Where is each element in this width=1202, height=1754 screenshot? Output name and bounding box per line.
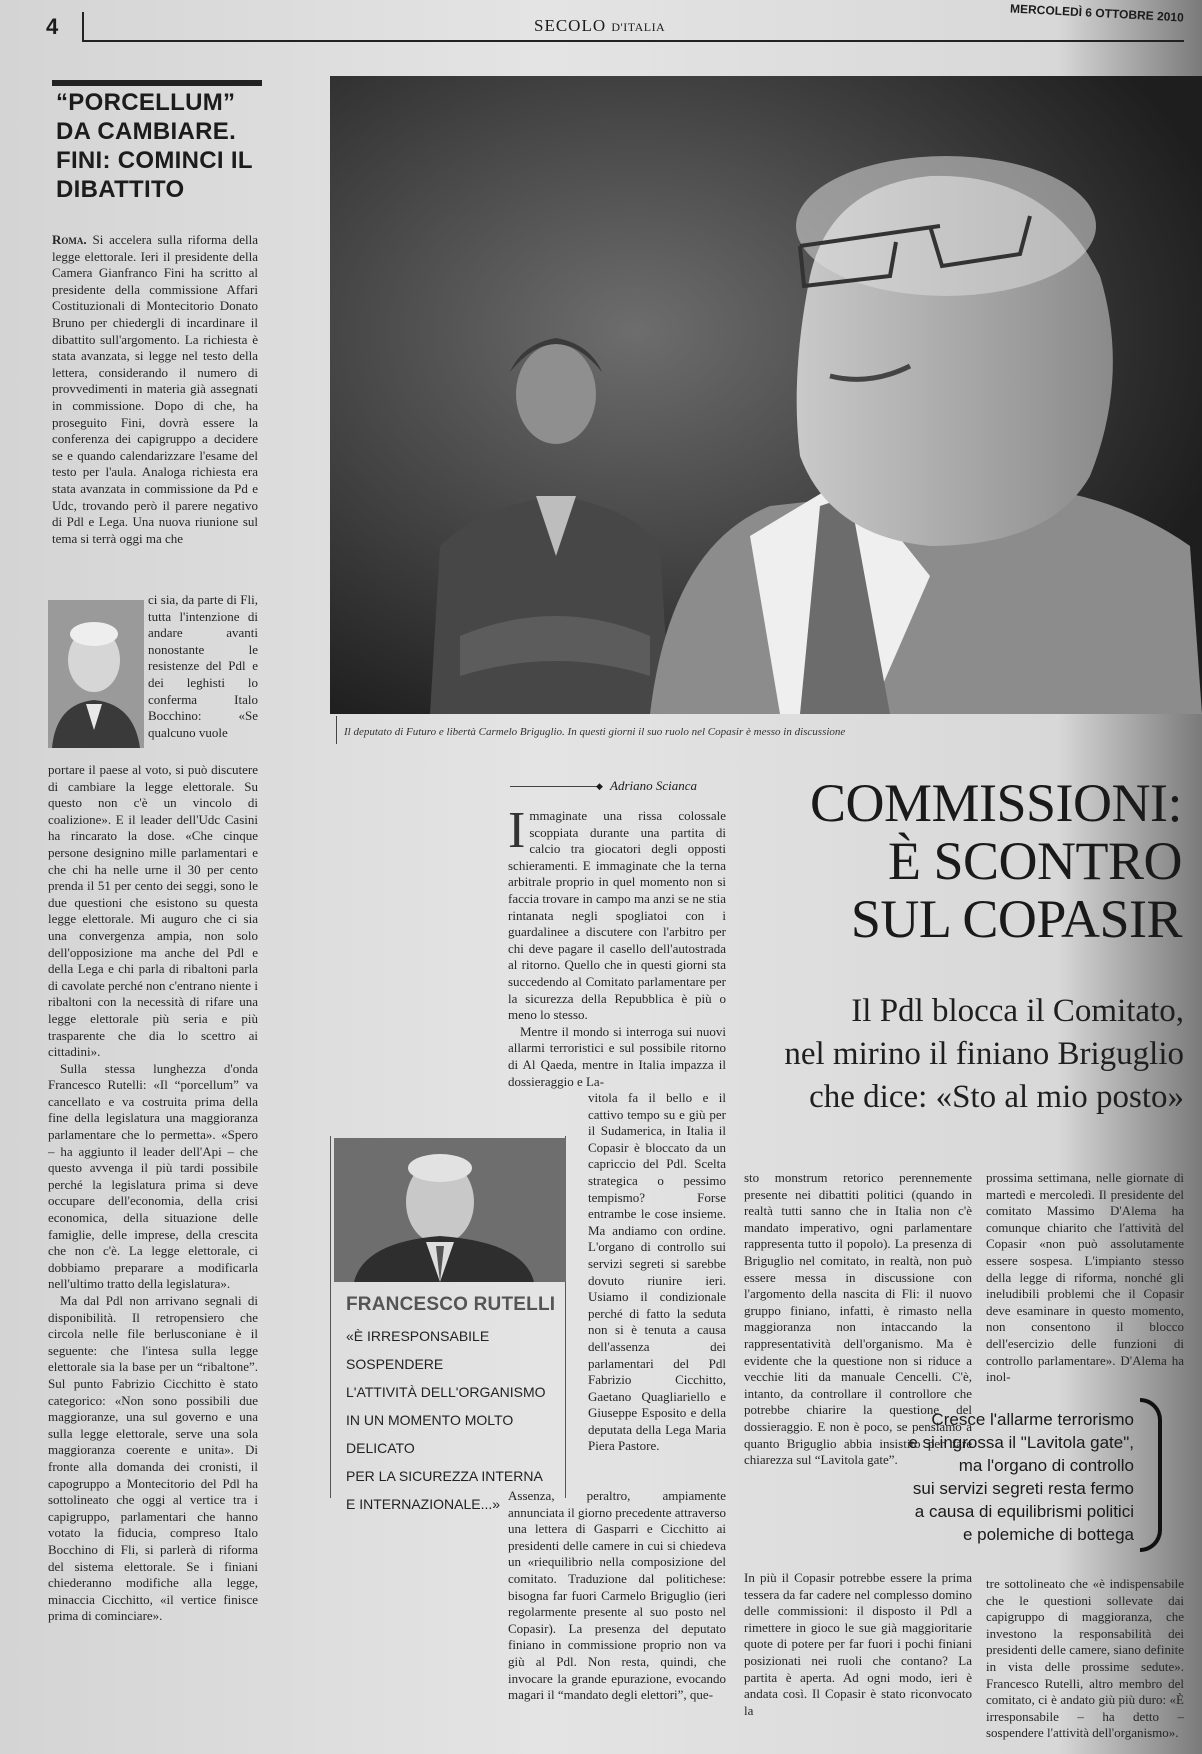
masthead — [534, 16, 665, 36]
rutelli-quote-line-2: L'ATTIVITÀ DELL'ORGANISMO — [346, 1384, 546, 1400]
main-article-paragraph-4: Assenza, peraltro, ampiamente annunciata il giorno precedente attraverso una lettera di Gasparri e Cicchitto ai presidenti delle camere in cui si chiedeva un «riequilibrio nella composizione del comitato. Traduzione dal politichese: bisogna far fuori Carmelo Briguglio (ieri regolarmente presente al suo posto nel Copasir). La presenza del deputato finiano in commissione proprio non va giù al Pdl. Non resta, quindi, che invocare la grande epurazione, evocando magari il “mandato degli elettori”, que- — [508, 1488, 727, 1703]
subhead-line-2: nel mirino il finiano Briguglio — [784, 1036, 1184, 1072]
pullquote-line-2: e si ingrossa il "Lavitola gate", — [908, 1433, 1134, 1452]
pullquote-bracket — [1140, 1398, 1162, 1552]
rutelli-photo — [334, 1138, 566, 1282]
rutelli-quote-line-4: PER LA SICUREZZA INTERNA — [346, 1468, 543, 1484]
main-photo-briguglio — [330, 76, 1202, 714]
pullquote — [880, 1408, 1134, 1546]
left-article-paragraph-3: portare il paese al voto, si può discutere di cambiare la legge elettorale. Su questo non c'è un vincolo di coalizione». E il leader dell'Udc Casini ha rincarato la dose. «Che cinque persone designino mille parlamentari e che chi ha nelle urne il 30 per cento prenda il 51 per cento dei seggi, sono le due questioni che esistono su questa legge elettorale. Mi auguro che ci sia una convergenza ampia, non solo dell'opposizione ma anche del Pdl e della Lega e chi parla di ribaltoni parla di cavolate perché non c'entrano niente i ribaltoni con la necessità di rifare una legge elettorale più seria e più trasparente che dia lo scettro ai cittadini». — [48, 762, 258, 1060]
left-article-text-1: Si accelera sulla riforma della legge elettorale. Ieri il presidente della Camera Gianfranco Fini ha scritto al presidente della commissione Affari Costituzionali di Montecitorio Donato Bruno per chiedergli di incardinare il dibattito sull'argomento. La richiesta è stata avanzata, si legge nel testo della lettera, considerando il numero di provvedimenti in materia già assegnati in commissione. Dopo di che, ha proseguito Fini, dovrà essere la conferenza dei capigruppo a decidere se e quando calendarizzare l'esame del testo per l'aula. Analoga richiesta era stata avanzata in commissione da Pd e Udc, trovando però il parere negativo di Pdl e Lega. Una nuova riunione sul tema si terrà oggi ma che — [52, 232, 259, 546]
pullquote-line-3: ma l'organo di controllo — [958, 1456, 1134, 1475]
headline-line-1: COMMISSIONI: — [809, 773, 1182, 833]
left-article-paragraph-2: ci sia, da parte di Fli, tutta l'intenzione di andare avanti nonostante le resistenze del Pdl e dei leghisti lo conferma Italo Bocchino: «Se qualcuno vuole — [148, 592, 258, 740]
subhead-line-1: Il Pdl blocca il Comitato, — [851, 993, 1184, 1029]
masthead-subtitle: D'ITALIA — [611, 20, 666, 34]
left-article-paragraph-4: Sulla stessa lunghezza d'onda Francesco Rutelli: «Il “porcellum” va cancellato e va costruita prima della fine della legislatura una maggioranza parlamentare che lo permetta». «Spero – ha aggiunto il leader dell'Api – che questo avvenga il più tardi possibile perché la legislatura prima si deve occupare dell'economia, della crisi economica, della situazione delle famiglie, delle imprese, della crescita che non c'è. La legge elettorale, ci dobbiamo preparare a modificarla nell'ultimo tratto della legislatura». — [48, 1060, 258, 1292]
left-article-paragraph-1 — [52, 232, 258, 547]
page-number: 4 — [46, 14, 59, 39]
main-article-intro — [508, 802, 726, 1090]
rutelli-quote — [346, 1322, 566, 1518]
headline-line-2: È SCONTRO — [887, 831, 1182, 891]
headline — [720, 774, 1182, 948]
main-article-paragraph-1 — [508, 802, 726, 1024]
fini-photo — [48, 600, 144, 748]
pullquote-line-6: e polemiche di bottega — [962, 1525, 1134, 1544]
main-article-text-1: mmaginate una rissa colossale scoppiata durante una partita di calcio tra giocatori degli opposti schieramenti. E immaginate che la terna arbitrale proprio in quel momento non si faccia trovare in campo ma anzi se ne stia rintanata negli spogliatoi con i guardalinee a discutere con l'arbitro per chi deve pagare il casello dell'autostrada al ritorno. Quello che in questi giorni sta succedendo al Comitato parlamentare per la sicurezza della Repubblica è più o meno lo stesso. — [508, 808, 726, 1023]
main-article-paragraph-7: prossima settimana, nelle giornate di martedì e mercoledì. Il presidente del comitato Massimo D'Alema ha comunque chiarito che l'attività del Copasir «non può assolutamente essere sospesa. L'impianto stesso della legge di riforma, nonché gli ineludibili problemi che il Copasir deve esaminare in questo momento, non consentono il blocco dell'esercizio delle funzioni di controllo parlamentare». D'Alema ha inol- — [986, 1170, 1184, 1385]
main-article-paragraph-2: Mentre il mondo si interroga sui nuovi allarmi terroristici e sul possibile ritorno di Al Qaeda, mentre in Italia impazza il dossieraggio e La- — [508, 1023, 726, 1089]
main-article-paragraph-8: tre sottolineato che «è indispensabile che le questioni sollevate dai capigruppo di maggioranza, che investono la responsabilità dei presidenti delle camere, siano definite in vista delle prossime sedute». Francesco Rutelli, altro membro del comitato, ci è andato giù più duro: «È irresponsabile – ha detto – sospendere l'attività dell'organismo». — [986, 1576, 1184, 1741]
left-title-rule — [52, 80, 262, 86]
main-article-paragraph-6: In più il Copasir potrebbe essere la prima tessera da far cadere nel complesso domino delle commissioni: il disposto il Pdl a rimettere in gioco le sue già maggioritarie quote di potere per far fuori i pochi finiani posizionati nei ruoli che contano? La partita è aperta. Ad ogni modo, ieri è andata così. Il Copasir è stato riconvocato la — [744, 1570, 972, 1718]
main-article-paragraph-3: vitola fa il bello e il cattivo tempo su e giù per il Sudamerica, in Italia il Copasir è bloccato da un capriccio del Pdl. Scelta strategica o pessimo tempismo? Forse entrambe le cose insieme. Ma andiamo con ordine. L'organo di controllo sui servizi segreti si sarebbe dovuto riunire ieri. Usiamo il condizionale perché di fatto la seduta non si è tenuta a causa dell'assenza dei parlamentari del Pdl Fabrizio Cicchitto, Gaetano Quagliariello e Giuseppe Esposito e della deputata della Lega Maria Piera Pastore. — [588, 1090, 726, 1454]
rutelli-quote-line-3: IN UN MOMENTO MOLTO DELICATO — [346, 1412, 514, 1456]
main-article-paragraph-5: sto monstrum retorico perennemente presente nei dibattiti politici (quando in realtà tutti sanno che in Italia non c'è mandato imperativo, ogni parlamentare rappresenta tutto il popolo). La presenza di Briguglio nel comitato, in realtà, non può essere messa in discussione con l'argomento della nascita di Fli: il nuovo gruppo finiano, infatti, è rimasto nella maggioranza non intaccando la rappresentatività dell'organismo. Ma è evidente che la questione non si riduce a vecchie liti da manuale Cencelli. C'è, intanto, da controllare il controllore che potrebbe chiarire la questione del dossieraggio. E non è poco, se pensiamo a quanto Briguglio abbia insistito per fare chiarezza sul “Lavitola gate”. — [744, 1170, 972, 1468]
rutelli-quote-line-1: «È IRRESPONSABILE SOSPENDERE — [346, 1328, 490, 1372]
pullquote-line-1: Cresce l'allarme terrorismo — [931, 1410, 1134, 1429]
left-article-continued — [48, 762, 258, 1625]
byline-bullet: ◆ — [596, 781, 603, 791]
header-rule — [84, 40, 1184, 42]
headline-line-3: SUL COPASIR — [850, 889, 1182, 949]
byline: Adriano Scianca — [610, 778, 698, 793]
rutelli-quote-line-5: E INTERNAZIONALE...» — [346, 1496, 501, 1512]
subheadline — [720, 990, 1184, 1119]
byline-rule — [510, 786, 600, 787]
caption-rule — [336, 716, 337, 744]
drop-cap: I — [508, 802, 526, 859]
rutelli-name: FRANCESCO RUTELLI — [346, 1294, 556, 1315]
subhead-line-3: che dice: «Sto al mio posto» — [809, 1079, 1184, 1115]
dateline: Roma. — [52, 232, 87, 247]
left-article-paragraph-5: Ma dal Pdl non arrivano segnali di disponibilità. Il retropensiero che circola nelle file berlusconiane è il seguente: che l'intesa sulla legge elettorale sia la base per un “ribaltone”. Sul punto Fabrizio Cicchitto è stato categorico: «Non sono possibili due maggioranze, una sul governo e una sulla legge elettorale, serve una sola maggioranza coerente e unita». Di fronte alla domanda dei cronisti, il capogruppo a Montecitorio del Pdl ha sottolineato che oggi al vertice tra i capigruppo, parlamentari che hanno votato la fiducia, compreso Italo Bocchino di Fli, si parlerà di riforma del sistema elettorale. Se i finiani chiederanno modifiche alla legge, minaccia Cicchitto, «il vertice finisce prima di cominciare». — [48, 1293, 258, 1624]
left-article-title: “PORCELLUM” DA CAMBIARE. FINI: COMINCI IL DIBATTITO — [56, 89, 253, 203]
pullquote-line-4: sui servizi segreti resta fermo — [912, 1479, 1134, 1498]
masthead-title: SECOLO — [534, 16, 607, 35]
pullquote-line-5: a causa di equilibrismi politici — [914, 1502, 1134, 1521]
issue-date: MERCOLEDÌ 6 OTTOBRE 2010 — [1009, 1, 1185, 25]
photo-caption: Il deputato di Futuro e libertà Carmelo Briguglio. In questi giorni il suo ruolo nel Copasir è messo in discussione — [344, 726, 846, 738]
